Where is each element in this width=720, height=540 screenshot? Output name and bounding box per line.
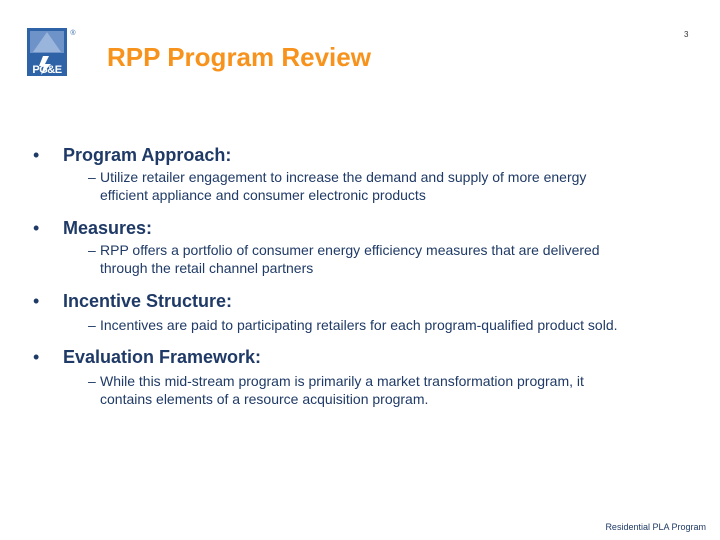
bullet-heading-text: Evaluation Framework:: [63, 347, 262, 367]
bullet-dot: •: [33, 145, 40, 165]
dash-marker: –: [88, 242, 96, 258]
dash-marker: –: [88, 373, 96, 389]
bullet-detail-program-approach: [88, 168, 698, 204]
dash-marker: –: [88, 317, 96, 333]
logo-text: PG&E: [32, 64, 62, 76]
bullet-heading-evaluation-framework: [33, 347, 261, 368]
detail-line: contains elements of a resource acquisition program.: [100, 391, 429, 407]
detail-line: RPP offers a portfolio of consumer energy efficiency measures that are delivered: [100, 242, 600, 258]
bullet-heading-measures: [33, 218, 152, 239]
page-number: 3: [684, 30, 689, 39]
bullet-heading-text: Incentive Structure:: [63, 291, 233, 311]
registered-mark: ®: [70, 30, 76, 37]
dash-marker: –: [88, 169, 96, 185]
bullet-heading-text: Program Approach:: [63, 145, 232, 165]
detail-line: Incentives are paid to participating retailers for each program-qualified product sold.: [100, 317, 618, 333]
slide-title: RPP Program Review: [107, 42, 371, 72]
bullet-dot: •: [33, 291, 40, 311]
footer-text: Residential PLA Program: [605, 522, 706, 532]
detail-line: Utilize retailer engagement to increase the demand and supply of more energy: [100, 169, 587, 185]
bullet-heading-incentive-structure: [33, 291, 232, 312]
bullet-dot: •: [33, 218, 40, 238]
detail-line: through the retail channel partners: [100, 260, 314, 276]
bullet-detail-evaluation-framework: [88, 372, 698, 408]
bullet-detail-incentive-structure: [88, 316, 698, 334]
bullet-detail-measures: [88, 241, 698, 277]
bullet-heading-program-approach: [33, 145, 231, 166]
pge-logo: [27, 28, 79, 76]
detail-line: efficient appliance and consumer electronic products: [100, 187, 426, 203]
bullet-heading-text: Measures:: [63, 218, 153, 238]
detail-line: While this mid-stream program is primarily a market transformation program, it: [100, 373, 584, 389]
bullet-dot: •: [33, 347, 40, 367]
